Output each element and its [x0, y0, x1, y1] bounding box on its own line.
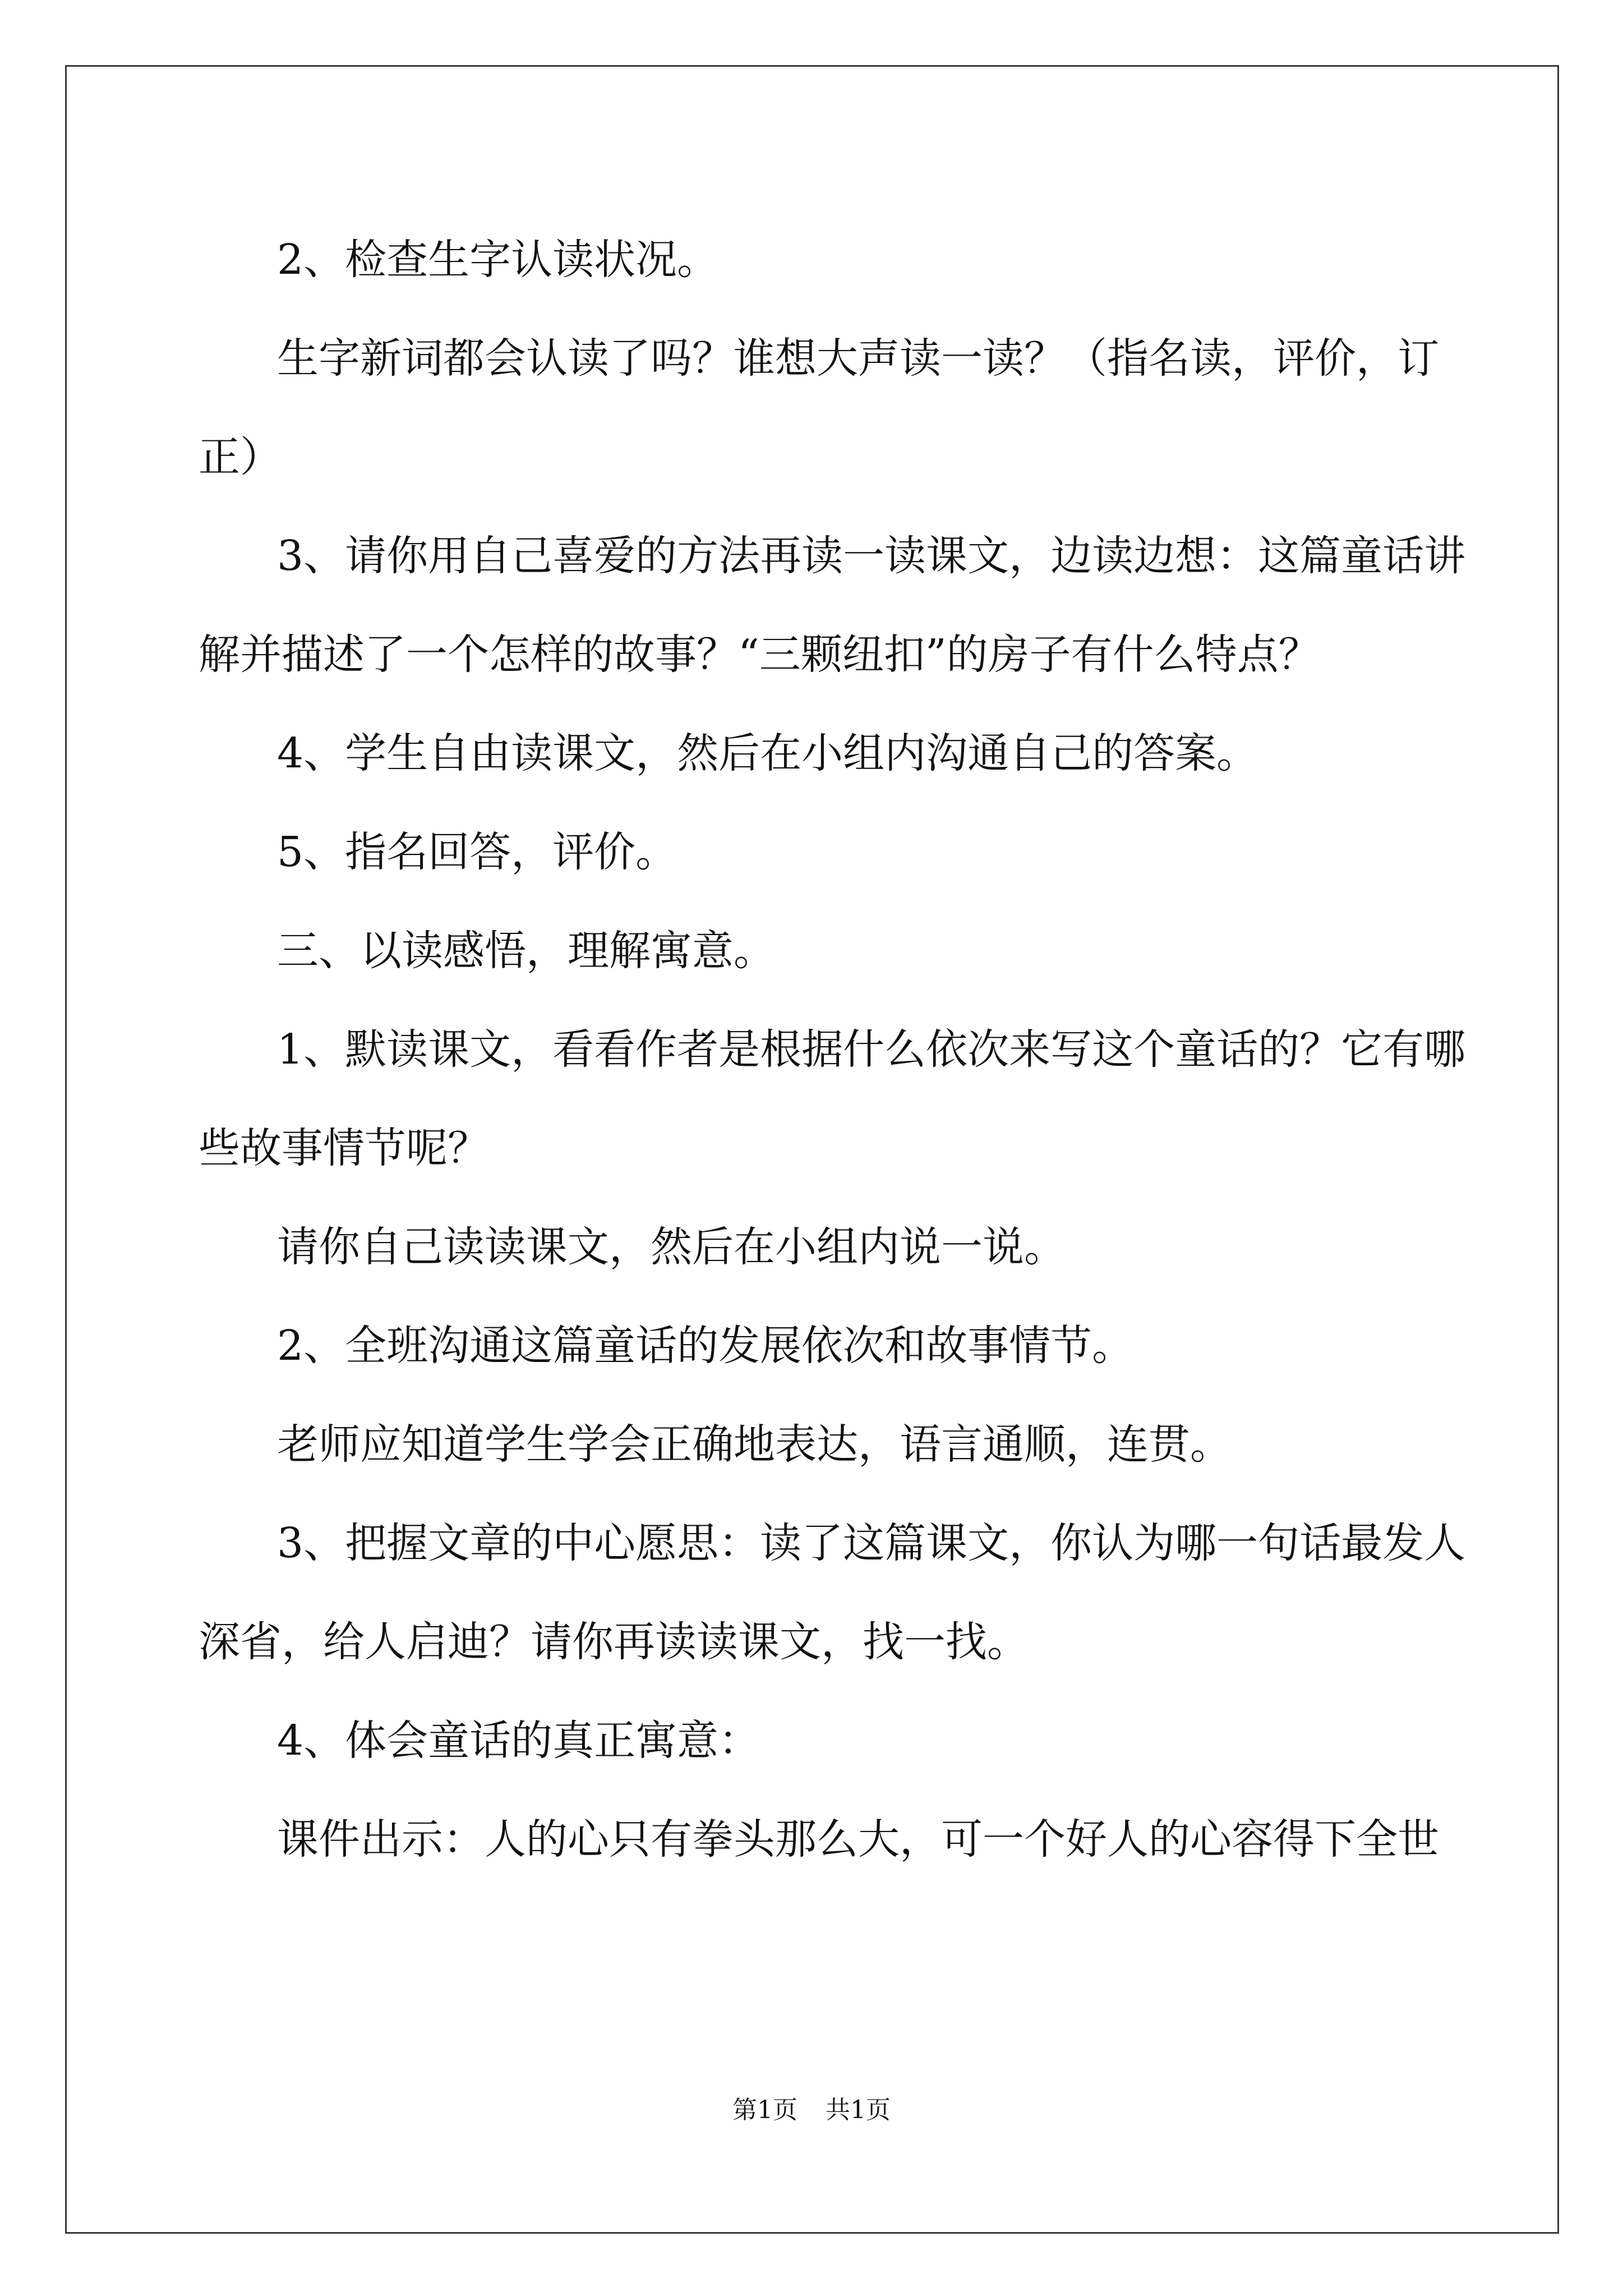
paragraph-12	[199, 1691, 1432, 1790]
text-line: 2、检查生字认读状况。	[277, 236, 719, 284]
text-line: 3、把握文章的中心愿思：读了这篇课文，你认为哪一句话最发人	[277, 1519, 1466, 1567]
text-line: 正）	[199, 433, 282, 481]
paragraph-8	[199, 1198, 1432, 1296]
text-line: 老师应知道学生学会正确地表达，语言通顺，连贯。	[277, 1420, 1232, 1469]
text-line: 课件出示：人的心只有拳头那么大，可一个好人的心容得下全世	[277, 1815, 1439, 1864]
text-line: 3、请你用自己喜爱的方法再读一读课文，边读边想：这篇童话讲	[277, 532, 1466, 580]
page-total: 共1页	[826, 2096, 891, 2124]
paragraph-11	[199, 1494, 1466, 1691]
text-line: 三、以读感悟，理解寓意。	[277, 927, 775, 975]
section-heading	[199, 901, 1432, 1000]
paragraph-3	[199, 507, 1466, 704]
document-body	[199, 210, 1466, 1889]
paragraph-4	[199, 704, 1432, 803]
text-line: 4、体会童话的真正寓意：	[277, 1717, 760, 1765]
text-line: 解并描述了一个怎样的故事？“三颗纽扣”的房子有什么特点？	[199, 631, 1320, 679]
paragraph-7	[199, 1000, 1466, 1198]
text-line: 4、学生自由读课文，然后在小组内沟通自己的答案。	[277, 729, 1258, 777]
text-line: 5、指名回答，评价。	[277, 828, 677, 876]
text-line: 生字新词都会认读了吗？谁想大声读一读？（指名读，评价，订	[277, 334, 1439, 383]
text-line: 1、默读课文，看看作者是根据什么依次来写这个童话的？它有哪	[277, 1025, 1466, 1074]
paragraph-13	[199, 1790, 1439, 1889]
paragraph-9	[199, 1296, 1432, 1395]
text-line: 2、全班沟通这篇童话的发展依次和故事情节。	[277, 1322, 1134, 1370]
page-number: 第1页	[732, 2096, 797, 2124]
paragraph-1	[199, 210, 1432, 309]
page-footer	[0, 2090, 1623, 2125]
paragraph-5	[199, 803, 1432, 901]
text-line: 些故事情节呢？	[199, 1124, 489, 1172]
paragraph-10	[199, 1395, 1432, 1494]
text-line: 请你自己读读课文，然后在小组内说一说。	[277, 1223, 1066, 1271]
text-line: 深省，给人启迪？请你再读读课文，找一找。	[199, 1618, 1029, 1666]
paragraph-2	[199, 309, 1439, 507]
